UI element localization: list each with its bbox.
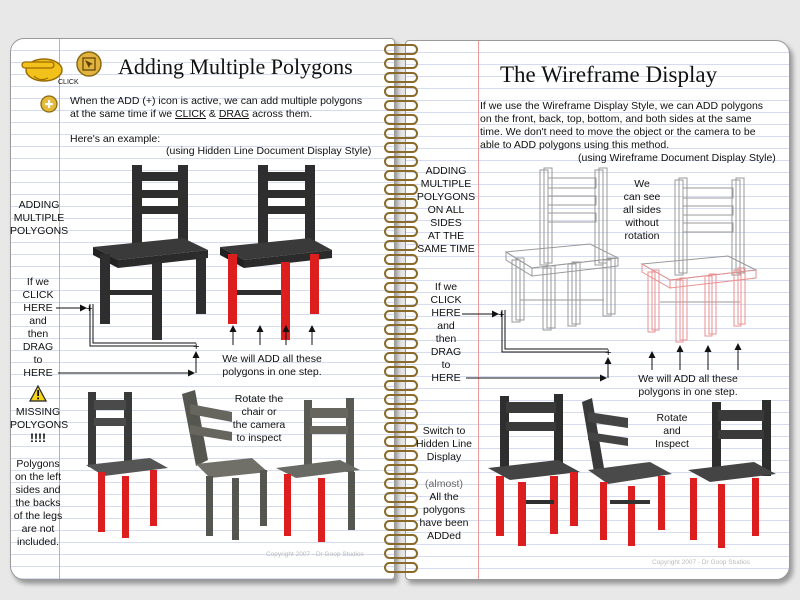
see-all-sides-label: We can see all sides without rotation xyxy=(623,178,661,242)
hand-pointer-icon xyxy=(22,59,62,81)
chair-black-front xyxy=(93,165,208,340)
right-will-add: We will ADD all these polygons in one step. xyxy=(638,373,738,398)
switch-hidden-line-label: Switch to Hidden Line Display xyxy=(415,425,473,463)
left-will-add: We will ADD all these polygons in one step. xyxy=(222,353,322,378)
left-copyright: Copyright 2007 - Dr Goop Studios xyxy=(266,551,364,558)
chair-red-legs xyxy=(220,165,332,340)
all-added-note: All the polygons have been ADDed xyxy=(419,491,469,542)
left-intro-line2: at the same time if we CLICK & DRAG across them. xyxy=(70,108,313,120)
warning-icon xyxy=(30,386,46,401)
chair-wireframe-gray xyxy=(506,168,618,330)
svg-text:+: + xyxy=(498,309,505,321)
left-rotate-note: Rotate the chair or the camera to inspect xyxy=(232,393,286,444)
left-adding-label: ADDING MULTIPLE POLYGONS xyxy=(10,199,69,237)
gold-cursor-button-icon[interactable] xyxy=(77,52,101,76)
click-label: CLICK xyxy=(58,79,79,86)
almost-label: (almost) xyxy=(425,478,463,490)
svg-text:+: + xyxy=(193,341,200,353)
missing-polygons-note: Polygons on the left sides and the backs of the legs are not included. xyxy=(13,458,63,548)
drag-link: DRAG xyxy=(218,108,250,120)
missing-polygons-label: MISSING POLYGONS !!!! xyxy=(10,406,69,445)
svg-text:+: + xyxy=(86,303,93,315)
left-click-here-label: If we CLICK HERE and then DRAG to HERE xyxy=(22,276,54,379)
left-page-title: Adding Multiple Polygons xyxy=(118,54,353,79)
right-click-here-label: If we CLICK HERE and then DRAG to HERE xyxy=(430,281,462,384)
left-style-note: (using Hidden Line Document Display Style) xyxy=(166,145,372,157)
right-page-title: The Wireframe Display xyxy=(500,62,718,87)
right-style-note: (using Wireframe Document Display Style) xyxy=(578,152,776,164)
right-rotate-note: Rotate and Inspect xyxy=(655,412,689,450)
left-intro-line1: When the ADD (+) icon is active, we can add multiple polygons xyxy=(70,95,363,107)
right-copyright: Copyright 2007 - Dr Goop Studios xyxy=(652,559,750,566)
svg-text:+: + xyxy=(605,347,612,359)
right-adding-label: ADDING MULTIPLE POLYGONS ON ALL SIDES AT THE SAME TIME xyxy=(416,165,476,255)
right-intro: If we use the Wireframe Display Style, we can ADD polygons on the front, back, top, bottom, and both sides at the same time. We don't need to move the object or the camera to be able to ADD polygons using this method. xyxy=(480,100,764,151)
add-plus-icon[interactable] xyxy=(41,96,57,112)
click-link: CLICK xyxy=(175,108,206,120)
left-example: Here's an example: xyxy=(70,133,161,145)
chair-right-bottom-left xyxy=(488,394,580,546)
chair-bottom-left xyxy=(86,392,168,538)
